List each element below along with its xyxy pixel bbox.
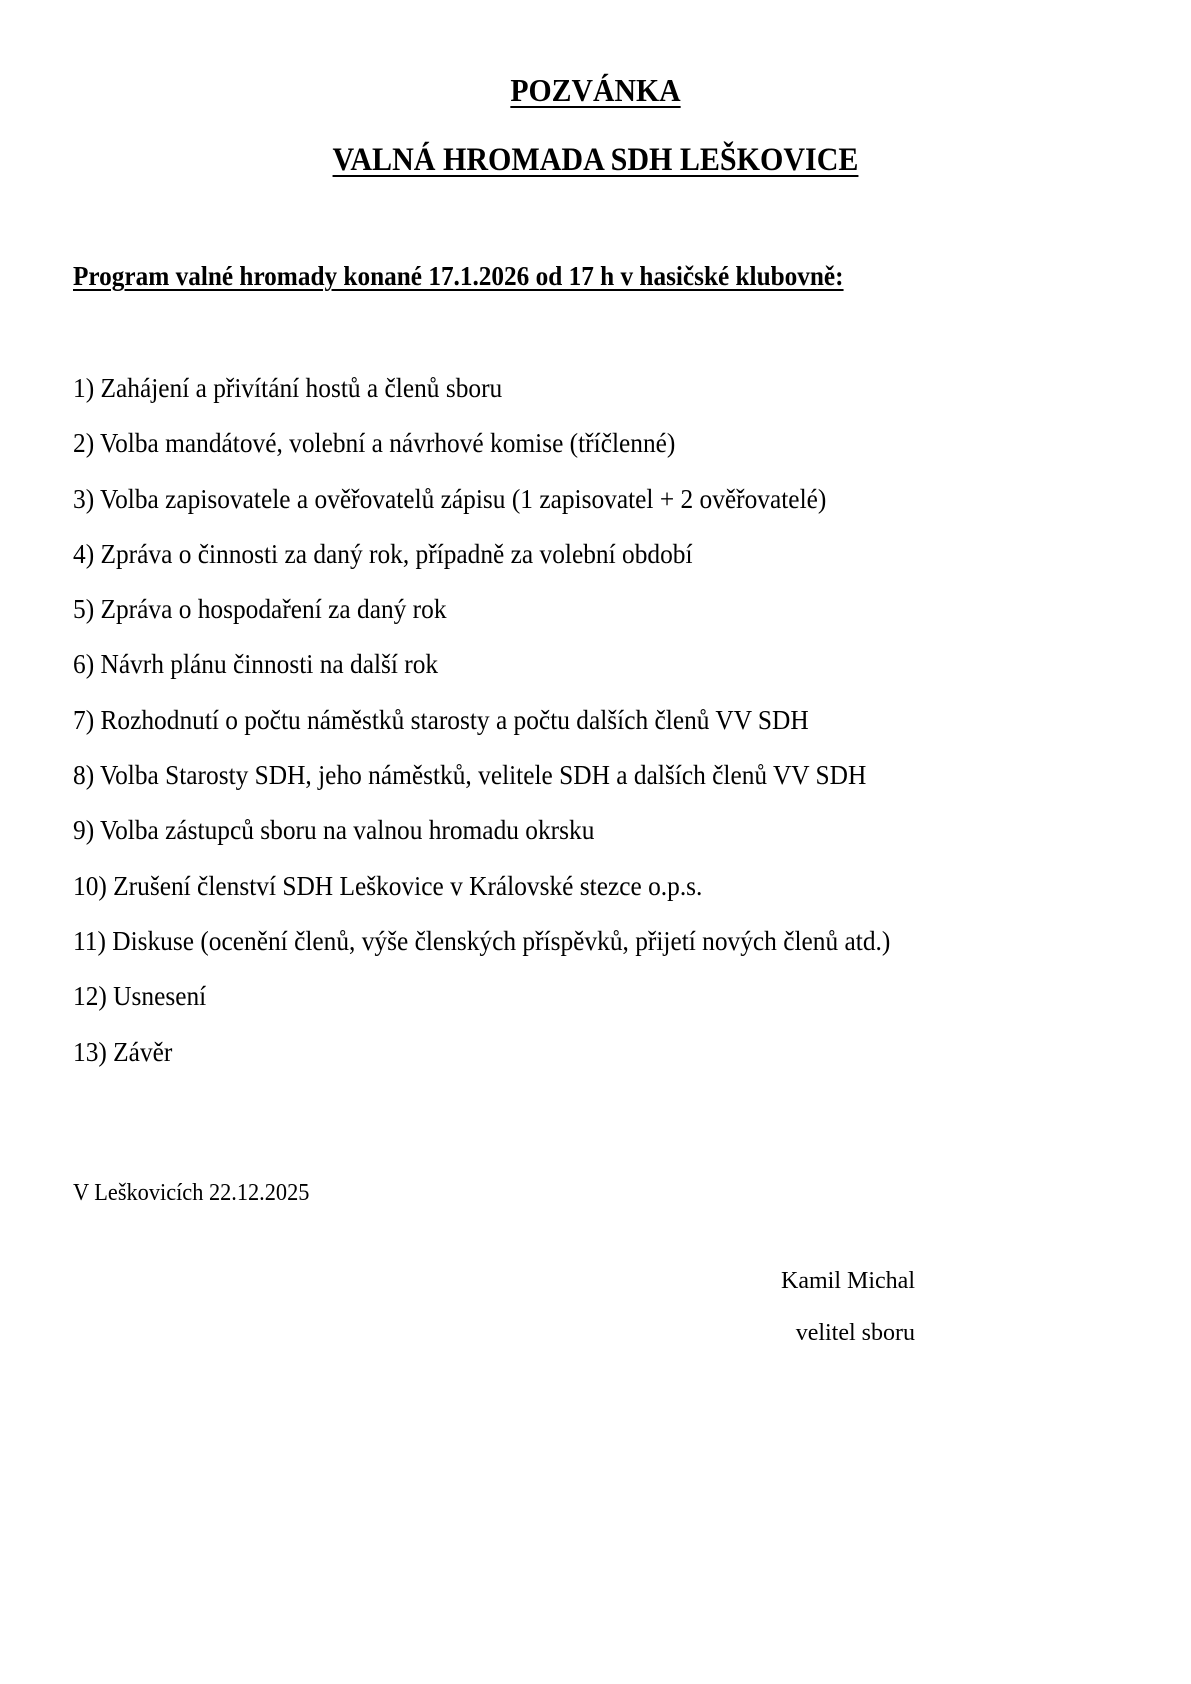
signatory-role: velitel sboru [795,1320,915,1346]
agenda-item: 6) Návrh plánu činnosti na další rok [73,649,439,680]
agenda-item: 10) Zrušení členství SDH Leškovice v Královské stezce o.p.s. [73,870,703,901]
place-and-date: V Leškovicích 22.12.2025 [73,1180,310,1206]
agenda-list [73,372,943,1091]
agenda-item: 13) Závěr [73,1036,173,1067]
document-subtitle-text: VALNÁ HROMADA SDH LEŠKOVICE [332,142,859,178]
agenda-item: 11) Diskuse (ocenění členů, výše členských příspěvků, přijetí nových členů atd.) [73,925,891,956]
agenda-item: 9) Volba zástupců sboru na valnou hromadu okrsku [73,815,595,846]
document-subtitle [54,141,1138,179]
agenda-item: 8) Volba Starosty SDH, jeho náměstků, velitele SDH a dalších členů VV SDH [73,760,867,791]
program-heading: Program valné hromady konané 17.1.2026 od 17 h v hasičské klubovně: [73,261,844,291]
agenda-item: 2) Volba mandátové, volební a návrhové komise (tříčlenné) [73,428,676,459]
agenda-item: 7) Rozhodnutí o počtu náměstků starosty a počtu dalších členů VV SDH [73,704,809,735]
agenda-item: 4) Zpráva o činnosti za daný rok, případně za volební období [73,538,693,569]
agenda-item: 5) Zpráva o hospodaření za daný rok [73,594,447,625]
document-title [42,72,1150,108]
signatory-name: Kamil Michal [781,1268,915,1294]
agenda-item: 3) Volba zapisovatele a ověřovatelů zápisu (1 zapisovatel + 2 ověřovatelé) [73,483,827,514]
agenda-item: 12) Usnesení [73,981,207,1012]
document-title-text: POZVÁNKA [510,72,681,108]
agenda-item: 1) Zahájení a přivítání hostů a členů sboru [73,373,503,403]
signature-block [781,1266,915,1348]
